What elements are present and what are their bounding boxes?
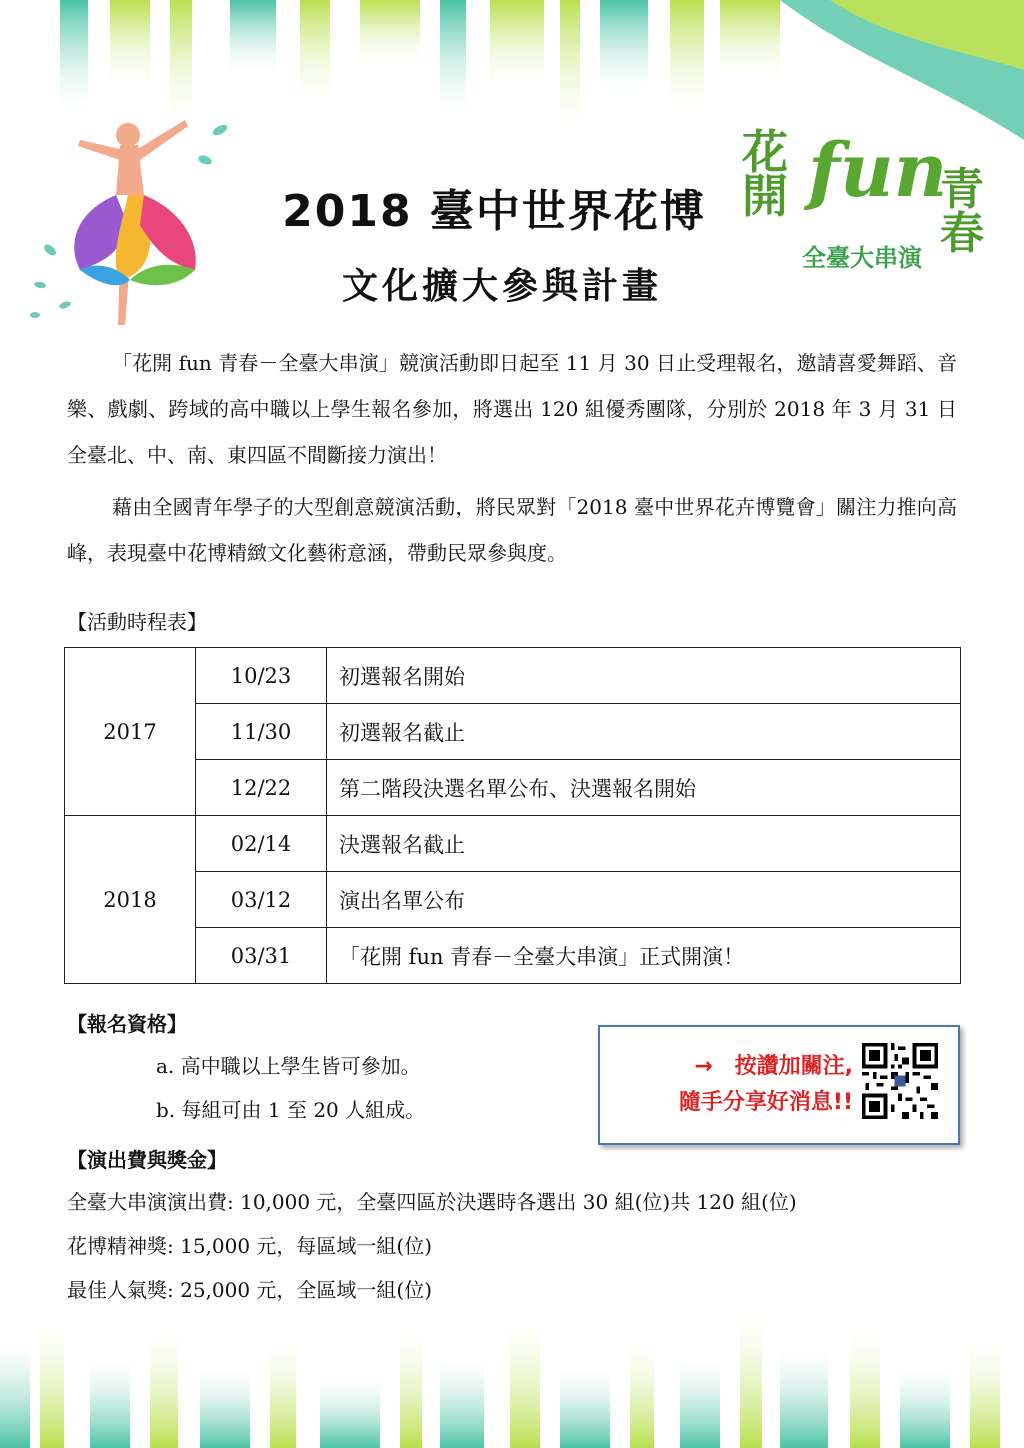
logo-text-spring: 青春 (940, 164, 984, 259)
year-cell: 2017 (65, 648, 196, 816)
date-cell: 12/22 (196, 760, 327, 816)
table-row (65, 928, 961, 984)
table-row (65, 760, 961, 816)
event-cell: 初選報名開始 (327, 648, 961, 704)
share-line-2: 隨手分享好消息!! (678, 1090, 853, 1115)
date-cell: 11/30 (196, 704, 327, 760)
event-cell: 第二階段決選名單公布、決選報名開始 (327, 760, 961, 816)
list-item: 花博精神獎: 15,000 元，每區域一組(位) (67, 1234, 433, 1258)
logo-text-fun: fun (808, 128, 948, 214)
logo-subtitle: 全臺大串演 (802, 244, 922, 272)
logo-text-flower: 花開 (742, 125, 788, 223)
qr-code-icon[interactable] (862, 1043, 938, 1119)
share-text (628, 1049, 853, 1121)
table-row (65, 704, 961, 760)
date-cell: 03/31 (196, 928, 327, 984)
qualification-heading: 【報名資格】 (67, 1012, 187, 1036)
event-cell: 初選報名截止 (327, 704, 961, 760)
fees-heading: 【演出費與獎金】 (67, 1148, 227, 1172)
page-title: 2018 臺中世界花博 (282, 186, 706, 237)
table-row (65, 872, 961, 928)
table-row (65, 648, 961, 704)
date-cell: 02/14 (196, 816, 327, 872)
date-cell: 10/23 (196, 648, 327, 704)
year-cell: 2018 (65, 816, 196, 984)
share-callout[interactable] (598, 1025, 960, 1145)
event-cell: 演出名單公布 (327, 872, 961, 928)
schedule-heading: 【活動時程表】 (67, 610, 207, 634)
date-cell: 03/12 (196, 872, 327, 928)
intro-paragraph-2: 藉由全國青年學子的大型創意競演活動，將民眾對「2018 臺中世界花卉博覽會」關注力推向高峰，表現臺中花博精緻文化藝術意涵，帶動民眾參與度。 (67, 495, 957, 565)
page-subtitle: 文化擴大參與計畫 (341, 266, 662, 307)
list-item: 最佳人氣獎: 25,000 元，全區域一組(位) (67, 1278, 433, 1302)
event-cell: 「花開 fun 青春－全臺大串演」正式開演！ (327, 928, 961, 984)
event-cell: 決選報名截止 (327, 816, 961, 872)
fees-list (67, 1180, 797, 1312)
list-item: b. 每組可由 1 至 20 人組成。 (156, 1098, 426, 1122)
bottom-decoration (0, 1298, 1024, 1448)
share-line-1: → 按讚加關注, (694, 1054, 853, 1079)
schedule-table (64, 647, 961, 984)
event-logo (740, 125, 1010, 278)
table-row (65, 816, 961, 872)
qualification-list (156, 1044, 425, 1132)
list-item: a. 高中職以上學生皆可參加。 (156, 1054, 421, 1078)
intro-paragraph-1: 「花開 fun 青春－全臺大串演」競演活動即日起至 11 月 30 日止受理報名，邀請喜愛舞蹈、音樂、戲劇、跨域的高中職以上學生報名參加，將選出 120 組優秀團隊，分別於 2018 年 3 月 31 日全臺北、中、南、東四區不間斷接力演出！ (67, 351, 957, 467)
list-item: 全臺大串演演出費: 10,000 元，全臺四區於決選時各選出 30 組(位)共 120 組(位) (67, 1190, 797, 1214)
